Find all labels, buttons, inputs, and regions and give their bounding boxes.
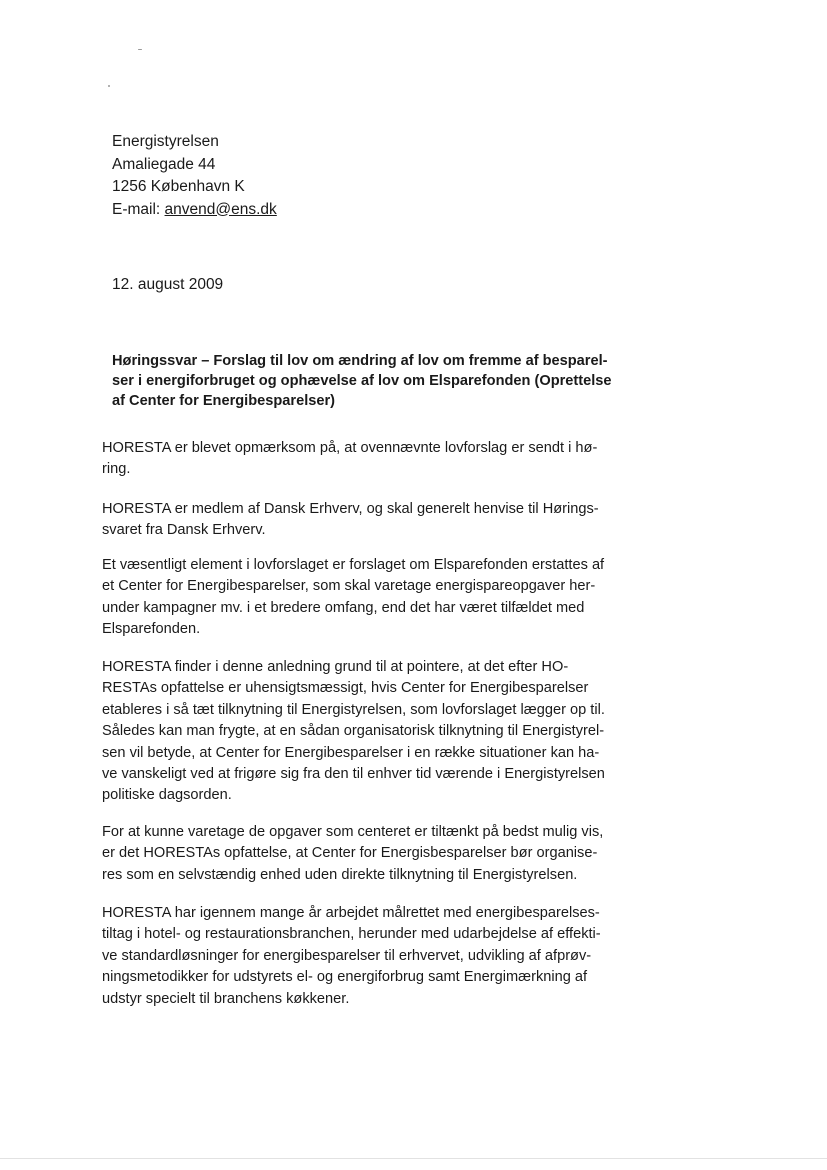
- paragraph-line: ve standardløsninger for energibesparelser til erhvervet, udvikling af afprøv-: [102, 947, 592, 964]
- subject-heading: [112, 352, 642, 411]
- recipient-name: Energistyrelsen: [112, 133, 219, 150]
- paragraph-line: under kampagner mv. i et bredere omfang, end det har været tilfældet med: [102, 599, 585, 616]
- paragraph-line: er det HORESTAs opfattelse, at Center for Energisbesparelser bør organise-: [102, 845, 598, 862]
- paragraph-5: [102, 822, 642, 886]
- paragraph-line: RESTAs opfattelse er uhensigtsmæssigt, hvis Center for Energibesparelser: [102, 680, 589, 697]
- paragraph-line: HORESTA er medlem af Dansk Erhverv, og skal generelt henvise til Hørings-: [102, 501, 599, 517]
- paragraph-line: politiske dagsorden.: [102, 787, 232, 804]
- subject-line: ser i energiforbruget og ophævelse af lov om Elsparefonden (Oprettelse: [112, 372, 612, 389]
- scan-speck: [138, 49, 142, 50]
- paragraph-line: For at kunne varetage de opgaver som centeret er tiltænkt på bedst mulig vis,: [102, 824, 604, 840]
- recipient-street: Amaliegade 44: [112, 155, 216, 173]
- paragraph-line: HORESTA har igennem mange år arbejdet målrettet med energibesparelses-: [102, 905, 600, 921]
- paragraph-1: [102, 438, 642, 481]
- paragraph-line: Elsparefonden.: [102, 621, 201, 638]
- recipient-email-line: [112, 199, 277, 222]
- paragraph-line: HORESTA finder i denne anledning grund til at pointere, at det efter HO-: [102, 659, 569, 675]
- scan-speck: [108, 85, 110, 87]
- paragraph-line: udstyr specielt til branchens køkkener.: [102, 990, 350, 1007]
- paragraph-line: ring.: [102, 461, 131, 478]
- email-link[interactable]: anvend@ens.dk: [164, 200, 277, 218]
- recipient-address: [112, 131, 277, 221]
- subject-line: af Center for Energibesparelser): [112, 392, 336, 409]
- email-label: E-mail:: [112, 200, 165, 218]
- paragraph-2: [102, 499, 642, 542]
- paragraph-line: sen vil betyde, at Center for Energibesparelser i en række situationer kan ha-: [102, 744, 600, 761]
- paragraph-line: tiltag i hotel- og restaurationsbranchen, herunder med udarbejdelse af effekti-: [102, 926, 601, 943]
- paragraph-line: etableres i så tæt tilknytning til Energistyrelsen, som lovforslaget lægger op til.: [102, 701, 605, 718]
- paragraph-6: [102, 903, 642, 1010]
- paragraph-3: [102, 555, 642, 641]
- paragraph-line: Således kan man frygte, at en sådan organisatorisk tilknytning til Energistyrel-: [102, 723, 605, 740]
- paragraph-4: [102, 657, 642, 807]
- scan-edge-line: [0, 1158, 827, 1159]
- paragraph-line: ve vanskeligt ved at frigøre sig fra den til enhver tid værende i Energistyrelsen: [102, 766, 605, 783]
- paragraph-line: et Center for Energibesparelser, som skal varetage energispareopgaver her-: [102, 578, 596, 595]
- recipient-city: 1256 København K: [112, 178, 245, 195]
- paragraph-line: res som en selvstændig enhed uden direkte tilknytning til Energistyrelsen.: [102, 866, 578, 883]
- paragraph-line: svaret fra Dansk Erhverv.: [102, 522, 266, 539]
- paragraph-line: ningsmetodikker for udstyrets el- og energiforbrug samt Energimærkning af: [102, 969, 588, 986]
- subject-line: Høringssvar – Forslag til lov om ændring af lov om fremme af besparel-: [112, 353, 608, 369]
- paragraph-line: Et væsentligt element i lovforslaget er forslaget om Elsparefonden erstattes af: [102, 557, 605, 573]
- letter-date: 12. august 2009: [112, 276, 224, 293]
- paragraph-line: HORESTA er blevet opmærksom på, at ovennævnte lovforslag er sendt i hø-: [102, 440, 598, 456]
